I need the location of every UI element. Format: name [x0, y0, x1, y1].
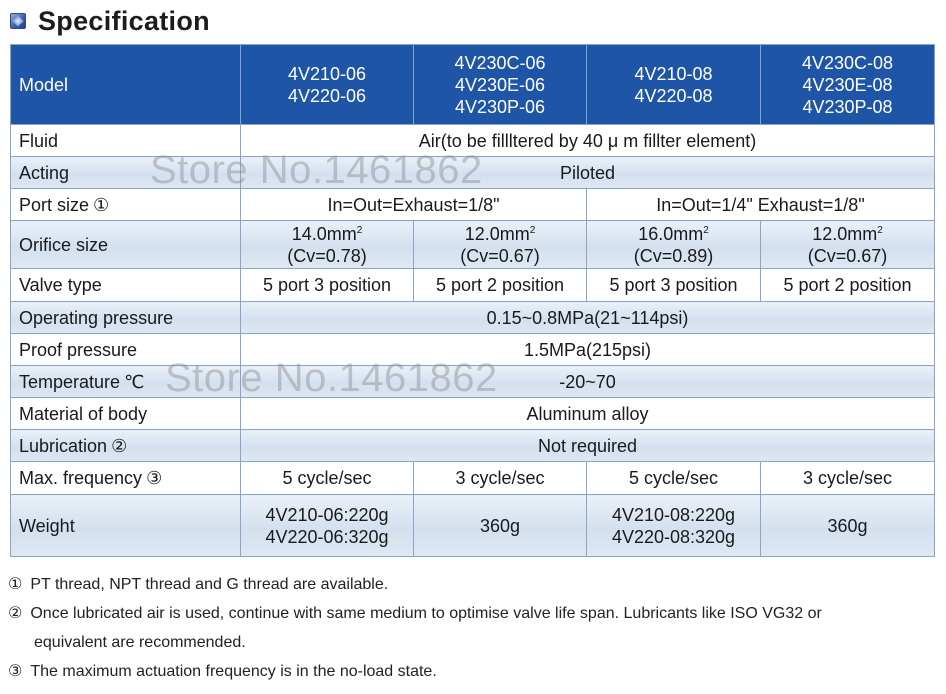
watermark: Store No.1461862	[165, 356, 498, 400]
row-label: Fluid	[11, 125, 241, 157]
model-name: 4V230P-08	[802, 96, 893, 117]
cell-value: 360g	[761, 495, 935, 557]
cell-value	[587, 495, 761, 557]
footnote-marker: ③	[8, 663, 23, 680]
model-column-header	[761, 45, 935, 125]
table-row-fluid	[11, 125, 935, 157]
page-title: Specification	[38, 5, 210, 36]
specification-table	[10, 44, 935, 557]
footnote-text: PT thread, NPT thread and G thread are available.	[30, 576, 389, 593]
footnote	[8, 657, 938, 686]
table-row-port-size	[11, 189, 935, 221]
unit-label: ℃	[124, 371, 145, 392]
model-header: Model	[11, 45, 241, 125]
cv-value: (Cv=0.78)	[287, 245, 367, 266]
orifice-size-value: 12.0mm	[464, 223, 530, 244]
cell-value	[761, 221, 935, 269]
superscript: 2	[356, 224, 363, 236]
cell-value: Air(to be fillltered by 40 μ m fillter element)	[241, 125, 935, 157]
cell-value	[241, 221, 414, 269]
row-label-text: Temperature	[19, 371, 121, 392]
table-row-proof-pressure	[11, 334, 935, 366]
row-label: Proof pressure	[11, 334, 241, 366]
row-label	[11, 430, 241, 462]
cell-value: 5 cycle/sec	[241, 462, 414, 495]
table-row-valve-type	[11, 269, 935, 302]
cell-value: 3 cycle/sec	[414, 462, 587, 495]
model-name: 4V210-08	[634, 63, 713, 84]
weight-value: 4V210-08:220g	[611, 504, 736, 525]
footnotes	[8, 570, 938, 686]
footnote-marker: ①	[8, 576, 23, 593]
cell-value: Piloted	[241, 157, 935, 189]
orifice-size-value: 16.0mm	[638, 223, 704, 244]
note-marker: ②	[111, 435, 128, 456]
row-label-text: Lubrication	[19, 435, 108, 456]
row-label	[11, 462, 241, 495]
model-name: 4V220-06	[287, 85, 367, 106]
cell-value: 360g	[414, 495, 587, 557]
model-name: 4V230P-06	[454, 96, 546, 117]
row-label: Weight	[11, 495, 241, 557]
superscript: 2	[703, 224, 709, 236]
cell-value	[414, 221, 587, 269]
cell-value: 5 port 3 position	[241, 269, 414, 302]
weight-value: 4V210-06:220g	[265, 504, 389, 525]
cv-value: (Cv=0.67)	[460, 245, 540, 266]
cell-value: 0.15~0.8MPa(21~114psi)	[241, 302, 935, 334]
model-name: 4V230C-08	[801, 52, 894, 73]
footnote-text: The maximum actuation frequency is in the no-load state.	[30, 663, 437, 680]
watermark: Store No.1461862	[150, 148, 483, 192]
table-row-lubrication	[11, 430, 935, 462]
cell-value: 5 port 2 position	[761, 269, 935, 302]
model-name: 4V230E-06	[454, 74, 546, 95]
row-label	[11, 366, 241, 398]
cell-value: 5 port 2 position	[414, 269, 587, 302]
square-bullet-icon	[10, 13, 26, 29]
header-row	[11, 45, 935, 125]
orifice-size-value: 14.0mm	[291, 223, 357, 244]
footnote-continuation: equivalent are recommended.	[34, 634, 246, 651]
table-row-orifice-size	[11, 221, 935, 269]
model-name: 4V230C-06	[454, 52, 546, 73]
cell-value: 3 cycle/sec	[761, 462, 935, 495]
footnote	[8, 599, 938, 628]
row-label: Valve type	[11, 269, 241, 302]
table-row-weight	[11, 495, 935, 557]
footnote	[8, 570, 938, 599]
row-label	[11, 189, 241, 221]
orifice-size-value: 12.0mm	[812, 223, 878, 244]
row-label: Orifice size	[11, 221, 241, 269]
model-column-header	[241, 45, 414, 125]
cell-value: Aluminum alloy	[241, 398, 935, 430]
cell-value: In=Out=Exhaust=1/8"	[241, 189, 587, 221]
cell-value: 5 port 3 position	[587, 269, 761, 302]
model-name: 4V210-06	[287, 63, 367, 84]
cell-value: -20~70	[241, 366, 935, 398]
cell-value	[241, 495, 414, 557]
cv-value: (Cv=0.67)	[807, 245, 888, 266]
cell-value: 1.5MPa(215psi)	[241, 334, 935, 366]
cv-value: (Cv=0.89)	[633, 245, 714, 266]
table-row-operating-pressure	[11, 302, 935, 334]
row-label-text: Port size	[19, 194, 90, 215]
cell-value: 5 cycle/sec	[587, 462, 761, 495]
superscript: 2	[877, 224, 883, 236]
row-label: Operating pressure	[11, 302, 241, 334]
table-row-material	[11, 398, 935, 430]
row-label: Acting	[11, 157, 241, 189]
superscript: 2	[529, 224, 536, 236]
footnote-marker: ②	[8, 605, 23, 622]
weight-value: 4V220-06:320g	[265, 526, 389, 547]
row-label-text: Max. frequency	[19, 468, 143, 488]
weight-value: 4V220-08:320g	[611, 526, 736, 547]
footnote-text: Once lubricated air is used, continue with same medium to optimise valve life span. Lubricants like ISO VG32 or	[30, 605, 822, 622]
cell-value	[587, 221, 761, 269]
table-row-temperature	[11, 366, 935, 398]
model-column-header	[587, 45, 761, 125]
table-row-max-frequency	[11, 462, 935, 495]
title-row	[10, 4, 210, 38]
model-column-header	[414, 45, 587, 125]
note-marker: ①	[93, 194, 110, 215]
cell-value: In=Out=1/4" Exhaust=1/8"	[587, 189, 935, 221]
model-name: 4V230E-08	[802, 74, 893, 95]
table-row-acting	[11, 157, 935, 189]
note-marker: ③	[146, 468, 163, 488]
cell-value: Not required	[241, 430, 935, 462]
model-name: 4V220-08	[634, 85, 713, 106]
row-label: Material of body	[11, 398, 241, 430]
